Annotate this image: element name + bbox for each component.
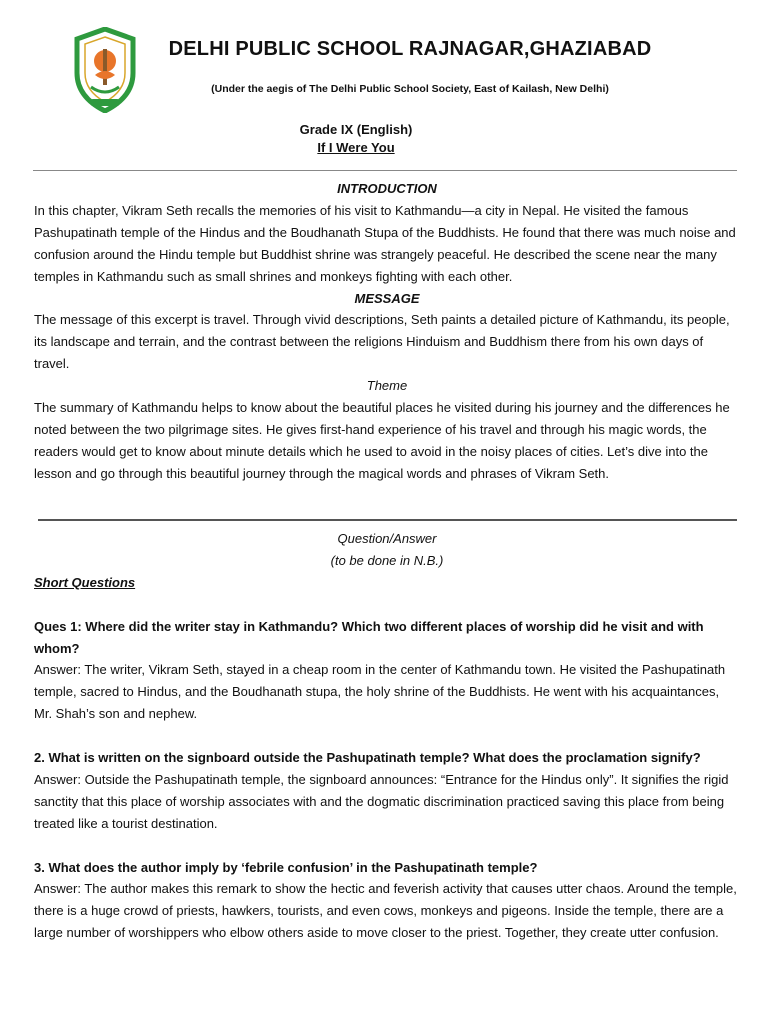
answer-1: Answer: The writer, Vikram Seth, stayed in a cheap room in the center of Kathmandu town. He visited the Pashupatinath temple, sacred to Hindus, and the Boudhanath stupa, the holy shrine of the Buddhists. He went with his acquaintances, Mr. Shah’s son and nephew. xyxy=(34,662,726,722)
question-answer-section xyxy=(34,528,740,944)
school-crest-icon xyxy=(73,27,137,113)
message-heading: MESSAGE xyxy=(354,290,420,306)
answer-2: Answer: Outside the Pashupatinath temple, the signboard announces: “Entrance for the Hindus only”. It signifies the rigid sanctity that this place of worship associates with and the dogmatic discrimination practiced saving this place from being treated like a tourist destination. xyxy=(34,771,729,831)
qa-heading: Question/Answer xyxy=(337,531,437,546)
introduction-text: In this chapter, Vikram Seth recalls the memories of his visit to Kathmandu—a city in Nepal. He visited the famous Pashupatinath temple of the Hindus and the Boudhanath Stupa of the Buddhists. He found that there was much noise and confusion around the Hindu temple but Buddhist shrine was strangely peaceful. He described the scene near the many temples in Kathmandu such as small shrines and monkeys fighting with each other. xyxy=(34,202,736,284)
message-text: The message of this excerpt is travel. Through vivid descriptions, Seth paints a detailed picture of Kathmandu, its people, its landscape and terrain, and the contrast between the religions Hinduism and Buddhism there from his own days of travel. xyxy=(34,312,730,372)
answer-3: Answer: The author makes this remark to show the hectic and feverish activity that causes utter chaos. Around the temple, there is a huge crowd of priests, hawkers, tourists, and even cows, monkeys and pigeons. Inside the temple, there are a large number of worshippers who elbow others aside to move closer to the priest. Together, they create utter confusion. xyxy=(34,881,737,941)
header-divider xyxy=(33,170,737,171)
spacer xyxy=(34,594,740,616)
overview-section xyxy=(34,178,740,485)
lesson-title: If I Were You xyxy=(317,140,395,155)
qa-subheading: (to be done in N.B.) xyxy=(330,552,444,568)
short-questions-label: Short Questions xyxy=(34,574,136,590)
school-name: DELHI PUBLIC SCHOOL RAJNAGAR,GHAZIABAD xyxy=(168,38,652,60)
theme-text: The summary of Kathmandu helps to know about the beautiful places he visited during his journey and the differences he noted between the two pilgrimage sites. He gives first-hand experience of his travel and through his magic words, the readers would get to know about minute details which he used to avoid in the noisy places of cities. Let’s dive into the lesson and go through this beautiful journey through the magical words and phrases of Vikram Seth. xyxy=(34,400,730,481)
section-divider xyxy=(38,519,737,521)
theme-heading: Theme xyxy=(366,378,408,394)
aegis-subtitle: (Under the aegis of The Delhi Public School Society, East of Kailash, New Delhi) xyxy=(211,83,609,95)
spacer xyxy=(34,835,740,857)
introduction-heading: INTRODUCTION xyxy=(337,181,437,196)
grade-label: Grade IX (English) xyxy=(299,122,413,137)
question-2: 2. What is written on the signboard outside the Pashupatinath temple? What does the proclamation signify? xyxy=(34,750,701,766)
question-3: 3. What does the author imply by ‘febrile confusion’ in the Pashupatinath temple? xyxy=(34,859,538,875)
question-1: Ques 1: Where did the writer stay in Kathmandu? Which two different places of worship did he visit and with whom? xyxy=(34,618,704,656)
spacer xyxy=(34,725,740,747)
